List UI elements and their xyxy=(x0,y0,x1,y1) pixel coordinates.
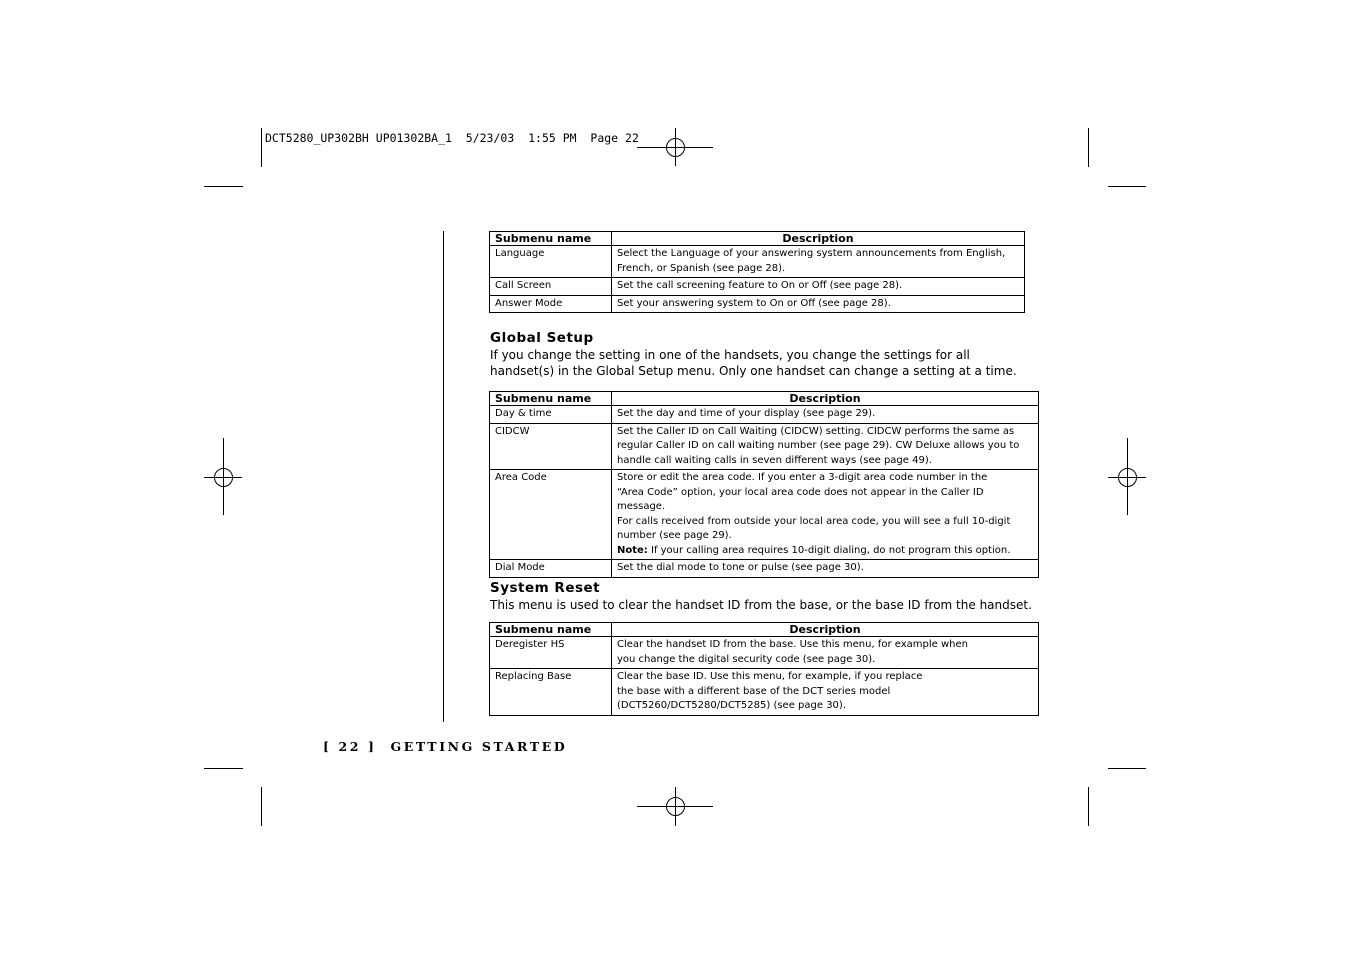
table-row xyxy=(490,637,1039,669)
submenu-name: Language xyxy=(490,246,612,278)
submenu-description: Clear the base ID. Use this menu, for example, if you replace the base with a different base of the DCT series model (DCT5260/DCT5280/DCT5285) (see page 30). xyxy=(612,669,1039,716)
submenu-name: Answer Mode xyxy=(490,295,612,313)
table-row xyxy=(490,669,1039,716)
global-setup-description: If you change the setting in one of the handsets, you change the settings for all handset(s) in the Global Setup menu. Only one handset can change a setting at a time. xyxy=(490,348,1017,378)
submenu-description: Select the Language of your answering system announcements from English, French, or Spanish (see page 28). xyxy=(612,246,1025,278)
submenu-description: Set the day and time of your display (see page 29). xyxy=(612,406,1039,424)
submenu-name: Area Code xyxy=(490,470,612,560)
print-slug: DCT5280_UP302BH UP01302BA_1 5/23/03 1:55 PM Page 22 xyxy=(265,131,639,145)
submenu-description: Set the call screening feature to On or Off (see page 28). xyxy=(612,278,1025,296)
header-submenu-name: Submenu name xyxy=(490,392,612,406)
header-submenu-name: Submenu name xyxy=(490,623,612,637)
header-description: Description xyxy=(612,623,1039,637)
submenu-name: Replacing Base xyxy=(490,669,612,716)
submenu-description: Set the dial mode to tone or pulse (see page 30). xyxy=(612,560,1039,578)
header-description: Description xyxy=(612,392,1039,406)
submenu-name: Dial Mode xyxy=(490,560,612,578)
header-description: Description xyxy=(612,232,1025,246)
submenu-description: Set your answering system to On or Off (see page 28). xyxy=(612,295,1025,313)
header-submenu-name: Submenu name xyxy=(490,232,612,246)
table-header-row xyxy=(490,392,1039,406)
submenu-name: Day & time xyxy=(490,406,612,424)
submenu-description: Set the Caller ID on Call Waiting (CIDCW) setting. CIDCW performs the same as regular Caller ID on call waiting number (see page 29). CW Deluxe allows you to handle call waiting calls in seven different ways (see page 49). xyxy=(612,423,1039,470)
global-setup-table xyxy=(489,391,1039,578)
table-header-row xyxy=(490,623,1039,637)
table-row xyxy=(490,246,1025,278)
table-row xyxy=(490,470,1039,560)
table-row xyxy=(490,560,1039,578)
submenu-name: CIDCW xyxy=(490,423,612,470)
system-reset-heading: System Reset xyxy=(490,580,601,596)
submenu-description: Store or edit the area code. If you enter a 3-digit area code number in the “Area Code” option, your local area code does not appear in the Caller ID message. For calls received from outside your local area code, you will see a full 10-digit number (see page 29). Note: If your calling area requires 10-digit dialing, do not program this option. xyxy=(612,470,1039,560)
answering-menu-table xyxy=(489,231,1025,313)
page-number: [ 22 ] xyxy=(323,739,377,754)
table-row xyxy=(490,406,1039,424)
submenu-name: Deregister HS xyxy=(490,637,612,669)
table-row xyxy=(490,423,1039,470)
section-title: GETTING STARTED xyxy=(390,739,568,754)
table-header-row xyxy=(490,232,1025,246)
page-footer xyxy=(323,739,567,754)
table-row xyxy=(490,278,1025,296)
system-reset-table xyxy=(489,622,1039,716)
table-row xyxy=(490,295,1025,313)
submenu-name: Call Screen xyxy=(490,278,612,296)
global-setup-heading: Global Setup xyxy=(490,330,594,346)
submenu-description: Clear the handset ID from the base. Use this menu, for example when you change the digital security code (see page 30). xyxy=(612,637,1039,669)
margin-rule xyxy=(443,231,444,722)
system-reset-description: This menu is used to clear the handset ID from the base, or the base ID from the handset. xyxy=(490,598,1032,612)
note-label: Note: xyxy=(617,544,648,556)
note-text: If your calling area requires 10-digit dialing, do not program this option. xyxy=(647,544,1011,556)
